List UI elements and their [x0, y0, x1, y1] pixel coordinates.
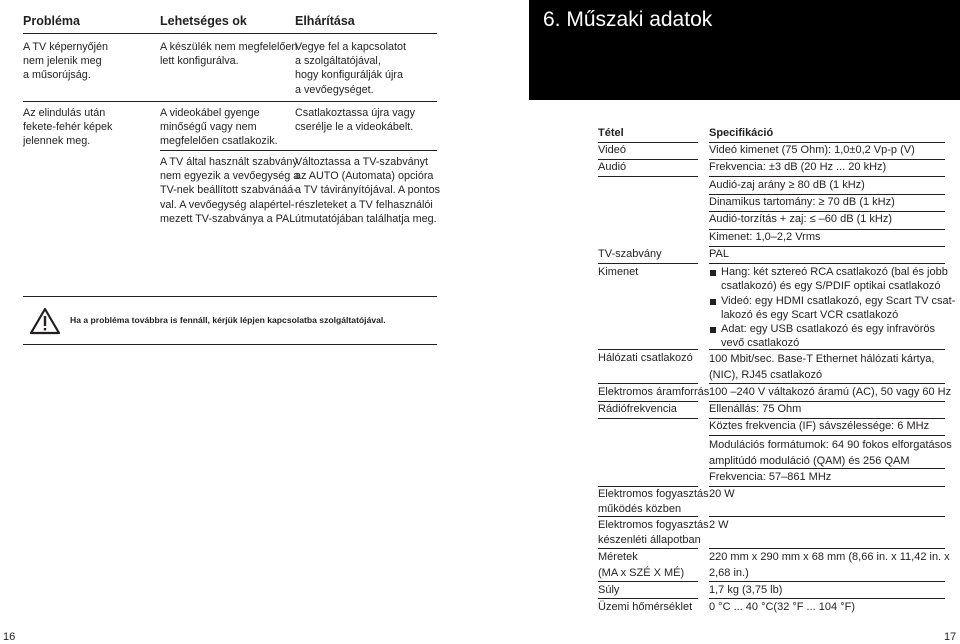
- header-item: Tétel: [598, 127, 624, 139]
- spec-value: 0 °C ... 40 °C(32 °F ... 104 °F): [709, 601, 855, 613]
- fix-cell: Változtassa a TV-szabványt az AUTO (Automata) opcióra a TV távirányítójával. A pontos részleteket a TV felhasználói útmutatójában találhatja meg.: [295, 156, 441, 225]
- row-divider: [23, 101, 437, 102]
- list-item: Videó: egy HDMI csatlakozó, egy Scart TV csat- lakozó és egy Scart VCR csatlakozó: [709, 294, 955, 323]
- spec-label: Videó: [598, 144, 626, 156]
- spec-value: 100 –240 V váltakozó áramú (AC), 50 vagy 60 Hz: [709, 386, 952, 398]
- warning-message: Ha a probléma továbbra is fennáll, kérjük lépjen kapcsolatba szolgáltatójával.: [70, 315, 386, 325]
- header-cause: Lehetséges ok: [160, 14, 247, 28]
- page-number-left: 16: [3, 631, 16, 643]
- cause-cell: A készülék nem megfelelően lett konfigurálva.: [160, 41, 298, 68]
- fix-cell: Csatlakoztassa újra vagy cserélje le a videokábelt.: [295, 107, 416, 134]
- spec-value: 220 mm x 290 mm x 68 mm (8,66 in. x 11,42 in. x 2,68 in.): [709, 551, 950, 579]
- spec-value: Frekvencia: ±3 dB (20 Hz ... 20 kHz): [709, 161, 887, 173]
- fix-cell: Vegye fel a kapcsolatot a szolgáltatójával, hogy konfigurálják újra a vevőegységet.: [295, 41, 407, 96]
- section-title: 6. Műszaki adatok: [543, 8, 713, 31]
- header-fix: Elhárítása: [295, 14, 355, 28]
- spec-label: Kimenet: [598, 266, 639, 278]
- spec-label: Üzemi hőmérséklet: [598, 601, 693, 613]
- list-item: Hang: két sztereó RCA csatlakozó (bal és jobb csatlakozó) és egy S/PDIF optikai csatlakozó: [709, 265, 955, 294]
- spec-label: Elektromos fogyasztás működés közben: [598, 488, 709, 515]
- header-spec: Specifikáció: [709, 127, 774, 139]
- spec-value: 2 W: [709, 519, 729, 531]
- spec-value: 1,7 kg (3,75 lb): [709, 584, 783, 596]
- warning-top-rule: [23, 296, 437, 297]
- warning-bottom-rule: [23, 344, 437, 345]
- spec-bullet-list: [709, 265, 955, 351]
- cause-cell: A TV által használt szabvány nem egyezik a vevőegység a TV-nek beállított szabvánáá- val. A vevőegység alapértel- mezett TV-szabványa a PAL.: [160, 156, 300, 225]
- spec-value: 100 Mbit/sec. Base-T Ethernet hálózati kártya, (NIC), RJ45 csatlakozó: [709, 353, 935, 381]
- spec-label: TV-szabvány: [598, 248, 662, 260]
- spec-value: Frekvencia: 57–861 MHz: [709, 471, 832, 483]
- warning-triangle-icon: [29, 307, 61, 335]
- problem-cell: Az elindulás után fekete-fehér képek jelennek meg.: [23, 107, 113, 148]
- spec-label: Elektromos áramforrás: [598, 386, 710, 398]
- spec-value: 20 W: [709, 488, 735, 500]
- spec-label: Súly: [598, 584, 620, 596]
- spec-value: Dinamikus tartomány: ≥ 70 dB (1 kHz): [709, 196, 895, 208]
- spec-value: Ellenállás: 75 Ohm: [709, 403, 802, 415]
- spec-value: PAL: [709, 248, 729, 260]
- spec-label: Elektromos fogyasztás készenléti állapotban: [598, 519, 709, 546]
- page-number-right: 17: [944, 631, 957, 643]
- row-divider: [160, 150, 437, 151]
- header-rule: [23, 33, 437, 34]
- list-item: Adat: egy USB csatlakozó és egy infravörös vevő csatlakozó: [709, 322, 955, 351]
- spec-value: Kimenet: 1,0–2,2 Vrms: [709, 231, 821, 243]
- spec-label: Hálózati csatlakozó: [598, 352, 693, 364]
- cause-cell: A videokábel gyenge minőségű vagy nem megfelelően csatlakozik.: [160, 107, 278, 148]
- spec-value: Köztes frekvencia (IF) sávszélessége: 6 MHz: [709, 420, 930, 432]
- spec-label: Méretek (MA x SZÉ X MÉ): [598, 551, 685, 579]
- spec-value: Modulációs formátumok: 64 90 fokos elforgatásos amplitúdó moduláció (QAM) és 256 QAM: [709, 439, 952, 467]
- header-problem: Probléma: [23, 14, 80, 28]
- spec-label: Rádiófrekvencia: [598, 403, 677, 415]
- spec-label: Audió: [598, 161, 627, 173]
- spec-value: Audió-zaj arány ≥ 80 dB (1 kHz): [709, 179, 865, 191]
- problem-cell: A TV képernyőjén nem jelenik meg a műsorújság.: [23, 41, 109, 82]
- spec-value: Audió-torzítás + zaj: ≤ –60 dB (1 kHz): [709, 213, 893, 225]
- section-banner: [529, 0, 960, 100]
- spec-value: Videó kimenet (75 Ohm): 1,0±0,2 Vp-p (V): [709, 144, 915, 156]
